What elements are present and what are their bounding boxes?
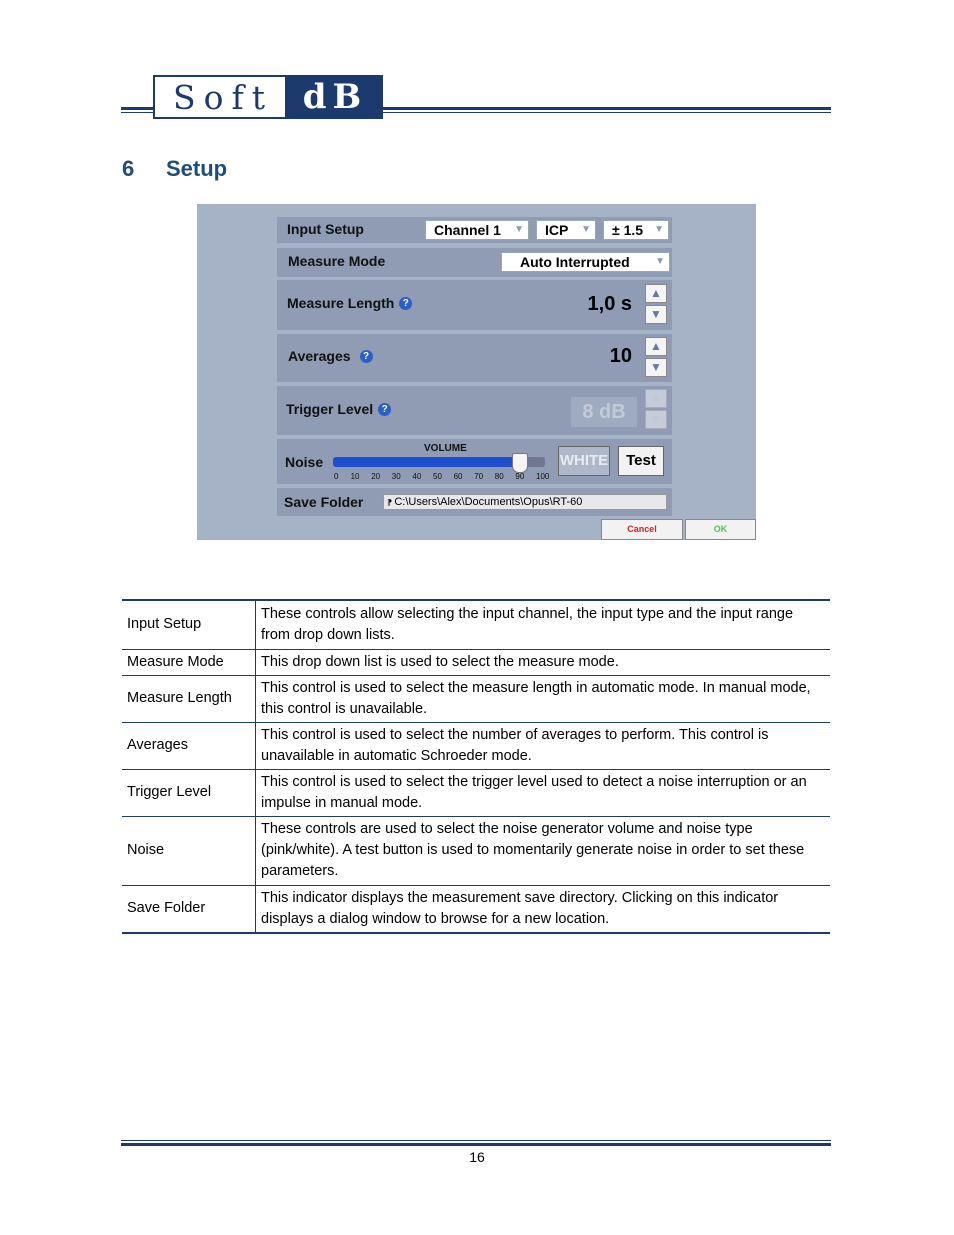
save-folder-path-text: C:\Users\Alex\Documents\Opus\RT-60 [394,496,583,508]
control-name-cell: Averages [122,722,256,769]
noise-row [277,439,672,484]
logo-soft-text: Soft [153,75,287,119]
measure-length-value: 1,0 s [587,293,632,315]
chevron-down-icon: ▼ [654,224,664,235]
folder-icon: ⁋ [387,498,395,507]
decrement-arrow-icon: ▼ [645,410,667,429]
input-setup-row [277,217,672,243]
averages-row [277,334,672,382]
softdb-logo [153,75,383,119]
setup-description-table [122,599,830,934]
decrement-arrow-icon[interactable]: ▼ [645,305,667,324]
control-name-cell: Input Setup [122,600,256,649]
volume-tick-label: 70 [474,472,484,481]
measure-mode-value: Auto Interrupted [520,254,630,270]
help-icon[interactable]: ? [399,297,412,310]
trigger-level-row [277,386,672,435]
volume-tick-label: 0 [334,472,339,481]
averages-label-text: Averages [288,348,351,364]
save-folder-row [277,488,672,516]
volume-tick-label: 100 [536,472,550,481]
control-description-cell: This control is used to select the number of averages to perform. This control is unavailable in automatic Schroeder mode. [256,722,831,769]
channel-dropdown[interactable] [425,220,529,240]
averages-spinner [645,337,669,379]
save-folder-label: Save Folder [284,494,364,510]
trigger-level-spinner [645,389,669,431]
trigger-level-label [286,401,391,417]
control-name-cell: Save Folder [122,885,256,933]
measure-length-spinner [645,284,669,326]
measure-mode-dropdown[interactable] [501,252,670,272]
control-name-cell: Noise [122,816,256,885]
ok-button[interactable]: OK [685,519,756,540]
noise-type-button[interactable]: WHITE [558,446,610,476]
page-number: 16 [469,1149,485,1165]
logo-db-text: dB [287,75,383,119]
table-row [122,649,830,675]
measure-mode-row [277,248,672,277]
volume-tick-label: 80 [494,472,504,481]
input-setup-label: Input Setup [287,221,364,237]
footer-rule-thin [121,1140,831,1141]
control-description-cell: These controls are used to select the noise generator volume and noise type (pink/white). A test button is used to momentarily generate noise in order to set these parameters. [256,816,831,885]
volume-tick-label: 40 [412,472,422,481]
control-name-cell: Measure Mode [122,649,256,675]
table-row [122,675,830,722]
control-description-cell: This control is used to select the trigger level used to detect a noise interruption or an impulse in manual mode. [256,769,831,816]
volume-tick-label: 20 [371,472,381,481]
averages-label [288,348,373,364]
cancel-button[interactable]: Cancel [601,519,683,540]
chevron-down-icon: ▼ [581,224,591,235]
section-number: 6 [122,156,135,181]
volume-tick-label: 90 [515,472,525,481]
chevron-down-icon: ▼ [514,224,524,235]
table-row [122,816,830,885]
input-type-dropdown[interactable] [536,220,596,240]
control-name-cell: Measure Length [122,675,256,722]
increment-arrow-icon: ▲ [645,389,667,408]
table-row [122,722,830,769]
volume-tick-label: 10 [350,472,360,481]
input-type-value: ICP [545,222,569,238]
trigger-level-label-text: Trigger Level [286,401,374,417]
control-description-cell: This indicator displays the measurement save directory. Clicking on this indicator displays a dialog window to browse for a new location. [256,885,831,933]
volume-slider-thumb[interactable] [512,453,528,473]
measure-length-label-text: Measure Length [287,295,395,311]
volume-tick-label: 60 [453,472,463,481]
setup-panel-screenshot [197,204,756,540]
save-folder-path[interactable] [383,494,667,510]
test-button[interactable]: Test [618,446,664,476]
table-row [122,600,830,649]
increment-arrow-icon[interactable]: ▲ [645,284,667,303]
control-description-cell: This drop down list is used to select the measure mode. [256,649,831,675]
input-range-value: ± 1.5 [612,222,644,238]
chevron-down-icon: ▼ [655,256,665,267]
control-description-cell: This control is used to select the measure length in automatic mode. In manual mode, this control is unavailable. [256,675,831,722]
input-range-dropdown[interactable] [603,220,669,240]
noise-label: Noise [285,454,324,470]
averages-value: 10 [609,345,632,367]
trigger-level-value: 8 dB [571,397,637,427]
help-icon[interactable]: ? [378,403,391,416]
measure-mode-label: Measure Mode [288,253,386,269]
volume-tick-label: 30 [391,472,401,481]
decrement-arrow-icon[interactable]: ▼ [645,358,667,377]
volume-tick-label: 50 [433,472,442,481]
footer-rule [121,1143,831,1146]
section-title: Setup [166,156,228,181]
help-icon[interactable]: ? [360,350,373,363]
volume-label: VOLUME [424,443,467,454]
table-row [122,769,830,816]
measure-length-label [287,295,412,311]
control-description-cell: These controls allow selecting the input channel, the input type and the input range from drop down lists. [256,600,831,649]
increment-arrow-icon[interactable]: ▲ [645,337,667,356]
table-row [122,885,830,933]
channel-value: Channel 1 [434,222,501,238]
control-name-cell: Trigger Level [122,769,256,816]
measure-length-row [277,280,672,330]
